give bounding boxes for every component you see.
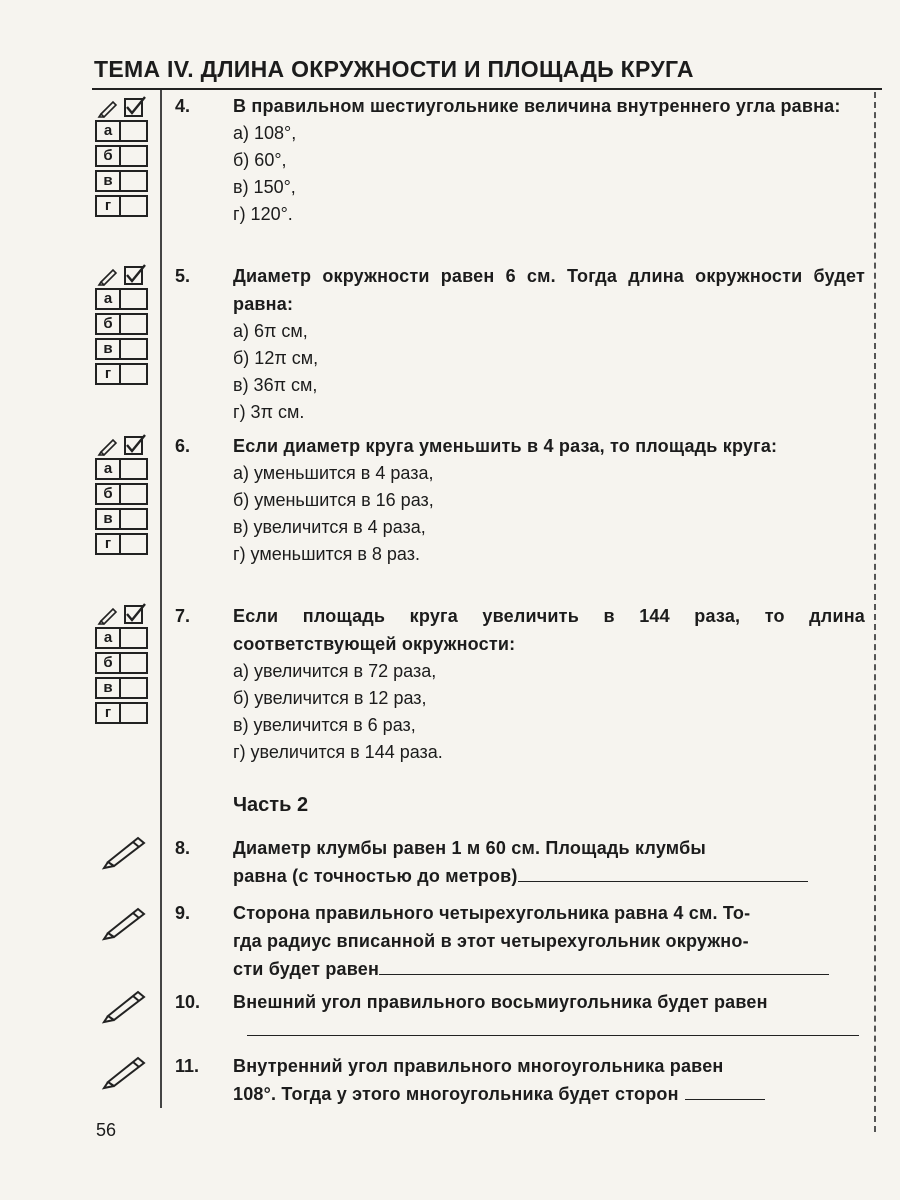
option-letter: г xyxy=(95,363,121,385)
question-number: 4. xyxy=(175,96,191,116)
question-text: В правильном шестиугольнике величина внутреннего угла равна: xyxy=(233,96,841,116)
option-d: г) увеличится в 144 раза. xyxy=(233,742,443,762)
pen-check-icon xyxy=(95,434,157,456)
pen-check-icon xyxy=(95,96,157,118)
answer-checkbox[interactable] xyxy=(121,145,148,167)
option-a: а) увеличится в 72 раза, xyxy=(233,661,437,681)
answer-option-row xyxy=(95,650,157,675)
question-line: Внутренний угол правильного многоугольника равен xyxy=(233,1056,724,1076)
question-8 xyxy=(175,834,865,890)
answer-checkbox[interactable] xyxy=(121,533,148,555)
question-options xyxy=(233,658,865,766)
option-letter: б xyxy=(95,652,121,674)
answer-checkbox[interactable] xyxy=(121,652,148,674)
option-c: в) 36π см, xyxy=(233,375,318,395)
question-options xyxy=(233,120,865,228)
answer-option-row xyxy=(95,168,157,193)
margin-rule xyxy=(160,90,162,1108)
answer-checkbox[interactable] xyxy=(121,458,148,480)
part-2-title: Часть 2 xyxy=(233,794,309,816)
answer-blank[interactable] xyxy=(247,1017,859,1036)
question-line: гда радиус вписанной в этот четырехугольник окружно- xyxy=(233,931,749,951)
answer-option-row xyxy=(95,481,157,506)
question-line-text: 108°. Тогда у этого многоугольника будет сторон xyxy=(233,1084,679,1104)
answer-grid-q6 xyxy=(95,434,157,556)
answer-option-row xyxy=(95,625,157,650)
question-text xyxy=(233,834,865,890)
option-letter: а xyxy=(95,120,121,142)
option-c: в) увеличится в 4 раза, xyxy=(233,517,426,537)
option-c: в) увеличится в 6 раз, xyxy=(233,715,416,735)
answer-checkbox[interactable] xyxy=(121,363,148,385)
question-number: 9. xyxy=(175,903,191,923)
answer-checkbox[interactable] xyxy=(121,677,148,699)
answer-checkbox[interactable] xyxy=(121,627,148,649)
pen-icon xyxy=(100,832,150,870)
answer-option-row xyxy=(95,675,157,700)
pen-check-icon xyxy=(95,603,157,625)
option-letter: а xyxy=(95,288,121,310)
answer-blank[interactable] xyxy=(379,956,829,975)
option-b: б) 60°, xyxy=(233,150,287,170)
option-d: г) 120°. xyxy=(233,204,293,224)
question-text xyxy=(233,1052,865,1108)
question-line-text: равна (с точностью до метров) xyxy=(233,866,518,886)
page-title: ТЕМА IV. ДЛИНА ОКРУЖНОСТИ И ПЛОЩАДЬ КРУГА xyxy=(94,56,694,82)
answer-checkbox[interactable] xyxy=(121,313,148,335)
pen-icon xyxy=(100,1052,150,1090)
question-number: 8. xyxy=(175,838,191,858)
question-options xyxy=(233,318,865,426)
question-number: 11. xyxy=(175,1056,200,1076)
question-number: 5. xyxy=(175,266,191,286)
answer-checkbox[interactable] xyxy=(121,338,148,360)
page-number: 56 xyxy=(96,1120,117,1140)
answer-option-row xyxy=(95,311,157,336)
question-text: Если диаметр круга уменьшить в 4 раза, то площадь круга: xyxy=(233,436,778,456)
question-line xyxy=(233,1016,865,1044)
question-text: Если площадь круга увеличить в 144 раза, то длина соответствующей окружности: xyxy=(233,606,865,654)
pen-icon xyxy=(100,986,150,1024)
option-letter: б xyxy=(95,313,121,335)
question-text xyxy=(233,988,865,1044)
question-line xyxy=(233,1080,865,1108)
question-7 xyxy=(175,602,865,766)
question-line xyxy=(233,862,865,890)
option-letter: в xyxy=(95,170,121,192)
question-5 xyxy=(175,262,865,426)
question-6 xyxy=(175,432,865,568)
question-number: 10. xyxy=(175,992,201,1012)
question-text: Диаметр окружности равен 6 см. Тогда длина окружности будет равна: xyxy=(233,266,865,314)
option-b: б) 12π см, xyxy=(233,348,319,368)
answer-option-row xyxy=(95,118,157,143)
answer-option-row xyxy=(95,361,157,386)
answer-checkbox[interactable] xyxy=(121,288,148,310)
option-letter: в xyxy=(95,508,121,530)
answer-blank[interactable] xyxy=(685,1081,765,1100)
question-line: Диаметр клумбы равен 1 м 60 см. Площадь клумбы xyxy=(233,838,706,858)
option-letter: б xyxy=(95,483,121,505)
option-letter: г xyxy=(95,702,121,724)
pen-check-icon xyxy=(95,264,157,286)
option-letter: в xyxy=(95,338,121,360)
answer-checkbox[interactable] xyxy=(121,702,148,724)
question-line-text: сти будет равен xyxy=(233,959,380,979)
answer-grid-q5 xyxy=(95,264,157,386)
question-line: Сторона правильного четырехугольника равна 4 см. То- xyxy=(233,903,751,923)
question-line: Внешний угол правильного восьмиугольника будет равен xyxy=(233,992,768,1012)
answer-checkbox[interactable] xyxy=(121,195,148,217)
answer-option-row xyxy=(95,506,157,531)
option-a: а) 6π см, xyxy=(233,321,308,341)
question-options xyxy=(233,460,865,568)
question-number: 6. xyxy=(175,436,191,456)
answer-option-row xyxy=(95,456,157,481)
option-b: б) уменьшится в 16 раз, xyxy=(233,490,434,510)
question-10 xyxy=(175,988,865,1044)
option-letter: г xyxy=(95,533,121,555)
option-letter: а xyxy=(95,458,121,480)
question-number: 7. xyxy=(175,606,191,626)
answer-option-row xyxy=(95,336,157,361)
answer-option-row xyxy=(95,286,157,311)
question-line xyxy=(233,955,865,983)
option-a: а) уменьшится в 4 раза, xyxy=(233,463,434,483)
option-b: б) увеличится в 12 раз, xyxy=(233,688,427,708)
answer-option-row xyxy=(95,193,157,218)
answer-checkbox[interactable] xyxy=(121,170,148,192)
answer-option-row xyxy=(95,700,157,725)
question-text xyxy=(233,899,865,983)
cut-line xyxy=(874,92,876,1132)
answer-checkbox[interactable] xyxy=(121,120,148,142)
option-letter: г xyxy=(95,195,121,217)
option-a: а) 108°, xyxy=(233,123,297,143)
option-letter: а xyxy=(95,627,121,649)
option-d: г) уменьшится в 8 раз. xyxy=(233,544,420,564)
option-letter: б xyxy=(95,145,121,167)
answer-grid-q4 xyxy=(95,96,157,218)
answer-blank[interactable] xyxy=(518,863,808,882)
answer-grid-q7 xyxy=(95,603,157,725)
question-11 xyxy=(175,1052,865,1108)
answer-checkbox[interactable] xyxy=(121,483,148,505)
answer-option-row xyxy=(95,143,157,168)
question-4 xyxy=(175,92,865,228)
pen-icon xyxy=(100,903,150,941)
option-letter: в xyxy=(95,677,121,699)
answer-option-row xyxy=(95,531,157,556)
question-9 xyxy=(175,899,865,983)
answer-checkbox[interactable] xyxy=(121,508,148,530)
title-rule xyxy=(92,88,882,90)
option-d: г) 3π см. xyxy=(233,402,305,422)
option-c: в) 150°, xyxy=(233,177,296,197)
